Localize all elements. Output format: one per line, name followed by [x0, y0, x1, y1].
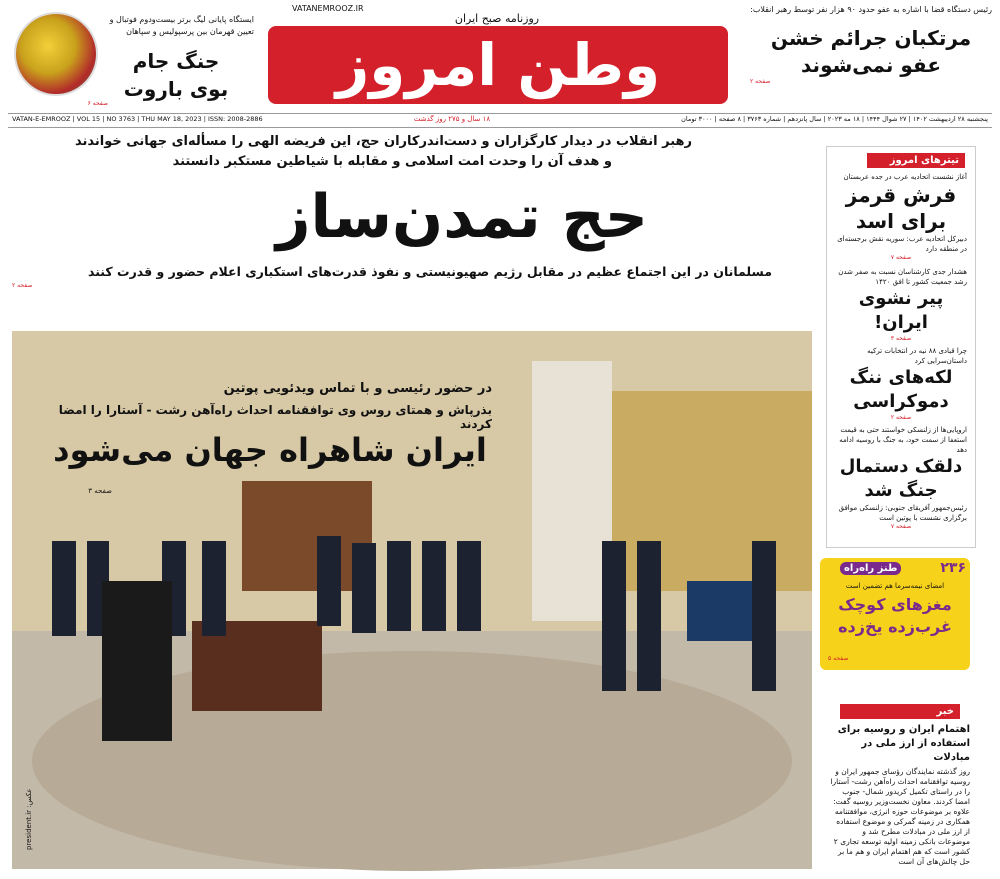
promo-badge: طنز راه‌راه	[840, 562, 901, 575]
photo-credit: president.ir :عکس	[25, 788, 33, 850]
football-photo	[14, 12, 98, 96]
photo-headline[interactable]: ایران شاهراه جهان می‌شود	[53, 431, 487, 469]
news-brief	[826, 702, 974, 874]
sidebar-item-4[interactable]	[827, 423, 975, 532]
sidebar-item-1-kicker: آغاز نشست اتحادیه عرب در جده عربستان	[843, 173, 967, 181]
sidebar-item-3-headline: لکه‌های ننگ دموکراسی	[849, 367, 953, 412]
sidebar-item-3[interactable]	[827, 344, 975, 423]
promo-kicker: امضای نیمه‌سرما هم تضمین است	[845, 582, 945, 590]
sidebar-item-1-page-ref: صفحه ۷	[890, 254, 912, 261]
top-right-page-ref: صفحه ۲	[750, 78, 771, 85]
top-left-teaser[interactable]	[8, 4, 258, 108]
promo-number: ۲۳۶	[940, 560, 966, 576]
masthead-website[interactable]: VATANEMROOZ.IR	[292, 4, 364, 13]
main-kicker-2: و هدف آن را وحدت امت اسلامی و مقابله با شیاطین مستکبر دانستند	[172, 154, 612, 169]
masthead-logo: وطن امروز	[335, 31, 661, 99]
top-left-page-ref: صفحه ۶	[87, 100, 108, 107]
top-left-headline-2: بوی باروت	[123, 77, 229, 101]
sidebar-item-2-page-ref: صفحه ۳	[890, 335, 912, 342]
sidebar-item-3-kicker: چرا قبادی ۸۸ نیه در انتخابات ترکیه داستان‌سرایی کرد	[867, 347, 967, 365]
info-bar	[8, 113, 992, 128]
news-body: روز گذشته نمایندگان رؤسای جمهور ایران و روسیه توافقنامه احداث راه‌آهن رشت- آستارا را در راستای تکمیل کریدور شمال- جنوب امضا کردند. معاون نخست‌وزیر روسیه گفت: علاوه بر موضوعات حوزه انرژی، موافقتنامه همکاری در زمینه گمرکی و موضوع استفاده از ارز ملی در مبادلات مطرح شد و موضوعات بانکی زمینه اولیه توسعه تجاری ۲ کشور است که هم اهتمام ایران و هم ما بر حل چالش‌های آن است	[830, 767, 970, 866]
photo-page-ref: صفحه ۳	[88, 487, 112, 495]
sidebar-item-4-kicker: اروپایی‌ها از زلنسکی خواستند حتی به قیمت استعفا از سمت خود، به جنگ با روسیه ادامه دهد	[839, 426, 967, 454]
anniversary-label: ۱۸ سال و ۲۷۵ روز گذشت	[413, 115, 491, 123]
masthead-tagline: روزنامه صبح ایران	[454, 12, 540, 25]
sidebar-item-4-deck: رئیس‌جمهور آفریقای جنوبی: زلنسکی موافق برگزاری نشست با پوتین است	[838, 504, 967, 522]
photo-kicker-1: در حضور رئیسی و با تماس ویدئویی پوتین	[223, 381, 492, 396]
sidebar-item-2[interactable]	[827, 265, 975, 344]
sidebar-title: تیترهای امروز	[867, 153, 965, 168]
top-left-kicker: ایستگاه پایانی لیگ برتر بیست‌ودوم فوتبال و تعیین قهرمان بین پرسپولیس و سپاهان	[109, 15, 254, 36]
top-right-kicker: رئیس دستگاه قضا با اشاره به عفو حدود ۹۰ هزار نفر توسط رهبر انقلاب:	[750, 5, 992, 14]
photo-kicker-2: بذرپاش و همتای روس وی توافقنامه احداث راه‌آهن رشت - آستارا را امضا کردند	[58, 403, 492, 431]
main-photo	[12, 331, 812, 869]
news-headline[interactable]: اهتمام ایران و روسیه برای استفاده از ارز ملی در مبادلات	[837, 724, 970, 763]
sidebar-item-3-page-ref: صفحه ۲	[890, 414, 912, 421]
sidebar-item-1-deck: دبیرکل اتحادیه عرب: سوریه نقش برجسته‌ای در منطقه دارد	[837, 235, 967, 253]
sidebar-item-4-page-ref: صفحه ۷	[890, 523, 912, 530]
main-headline[interactable]: حج تمدن‌ساز	[275, 182, 649, 252]
promo-page-ref: صفحه ۵	[828, 655, 849, 662]
info-bar-latin: VATAN-E-EMROOZ | VOL 15 | NO 3763 | THU MAY 18, 2023 | ISSN: 2008-2886	[12, 115, 263, 123]
sidebar-item-2-headline: پیر نشوی ایران!	[858, 288, 944, 333]
top-left-headline-1: جنگ جام	[132, 49, 220, 73]
promo-box[interactable]	[820, 558, 970, 670]
main-kicker-1: رهبر انقلاب در دیدار کارگزاران و دست‌اندرکاران حج، این فریضه الهی را مسأله‌ای جهانی خواندند	[74, 134, 692, 149]
news-section-title: خبر	[840, 704, 960, 719]
promo-headline: مغزهای کوچک غرب‌زده یخ‌زده	[838, 595, 952, 636]
sidebar	[826, 146, 976, 548]
main-subhead: مسلمانان در این اجتماع عظیم در مقابل رژیم صهیونیستی و نفوذ قدرت‌های استکباری اعلام حضور و قدرت کنند	[87, 264, 772, 279]
sidebar-item-2-kicker: هشدار جدی کارشناسان نسبت به صفر شدن رشد جمعیت کشور تا افق ۱۴۲۰	[838, 268, 967, 286]
main-story	[12, 132, 812, 322]
sidebar-item-1-headline: فرش قرمز برای اسد	[845, 183, 957, 233]
top-right-headline-1: مرتکبان جرائم خشن	[770, 26, 972, 50]
masthead	[262, 0, 732, 123]
sidebar-item-1[interactable]	[827, 168, 975, 265]
sidebar-item-4-headline: دلقک دستمال جنگ شد	[839, 456, 963, 501]
top-right-teaser[interactable]	[750, 4, 992, 108]
info-bar-persian: پنجشنبه ۲۸ اردیبهشت ۱۴۰۲ | ۲۷ شوال ۱۴۴۴ | ۱۸ مه ۲۰۲۳ | سال پانزدهم | شماره ۳۷۶۳ | ۸ صفحه | ۳۰۰۰ تومان	[681, 115, 988, 123]
top-right-headline-2: عفو نمی‌شوند	[801, 53, 941, 77]
main-page-ref: صفحه ۲	[12, 282, 33, 289]
